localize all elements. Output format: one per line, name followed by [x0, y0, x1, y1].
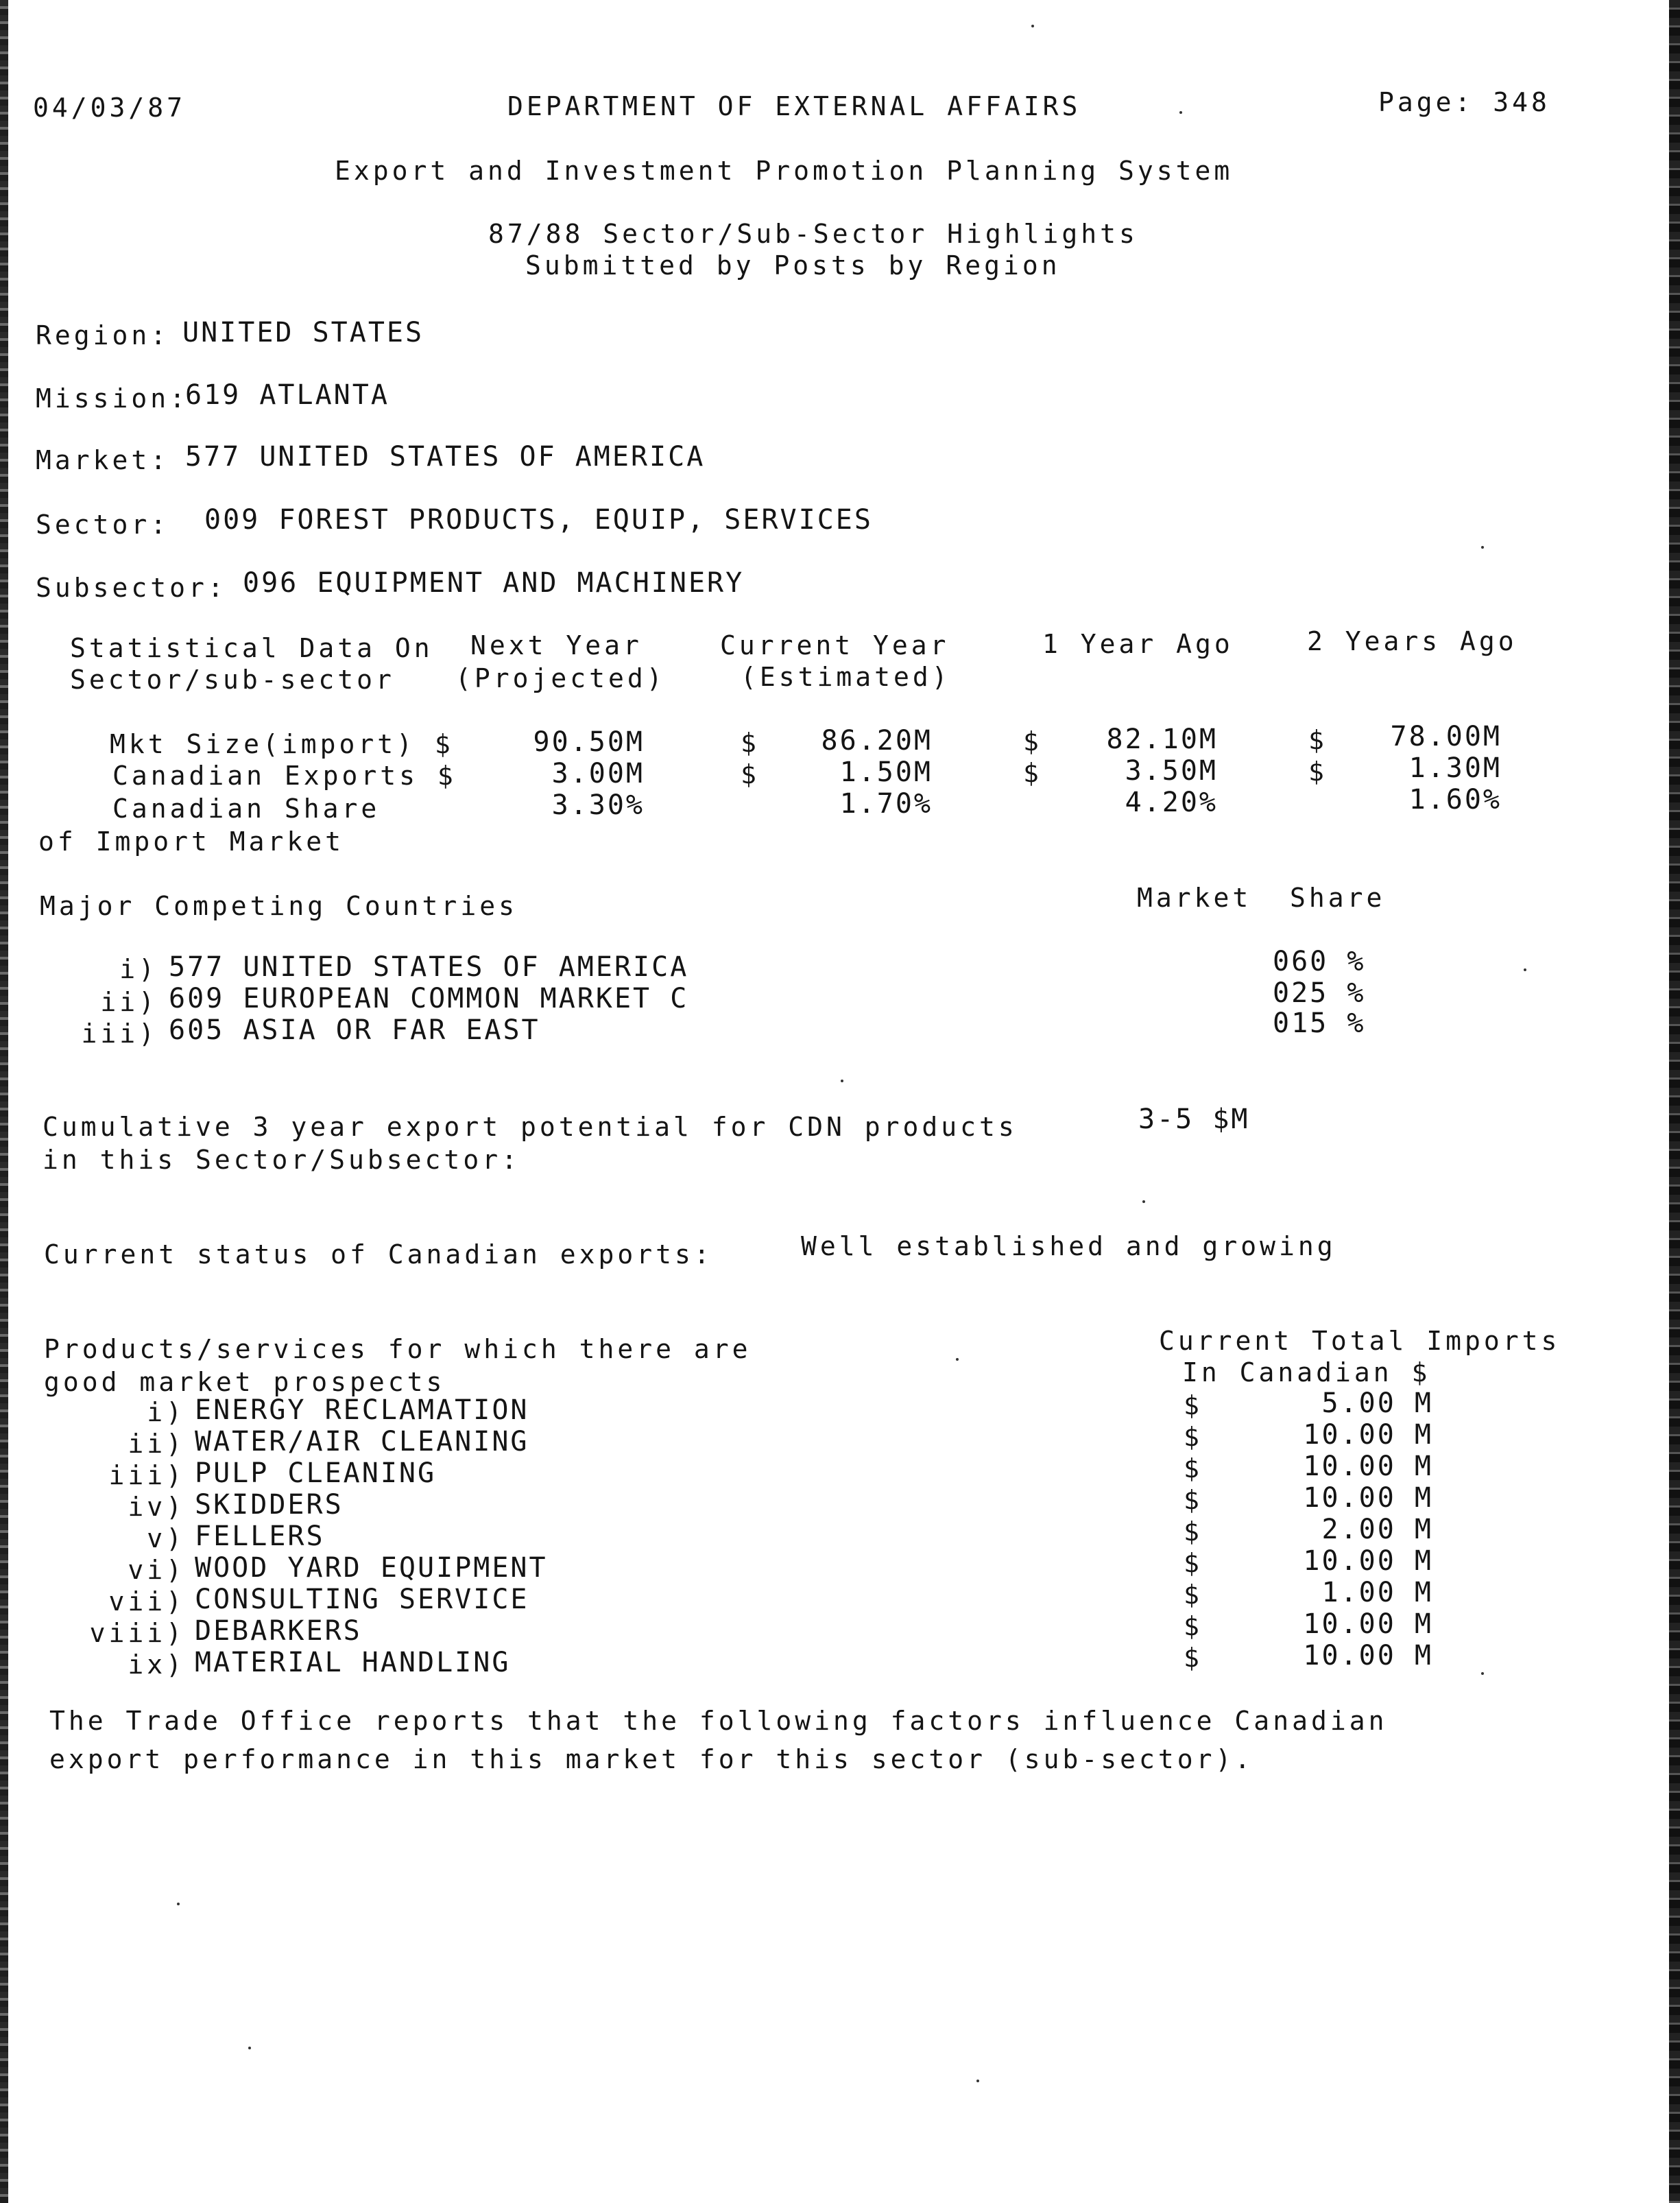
imports-header: Current Total Imports: [1159, 1326, 1561, 1356]
product-number: v): [147, 1523, 185, 1553]
stats-currency: $: [1023, 726, 1042, 757]
product-currency: $: [1184, 1485, 1203, 1515]
product-amount: 10.00 M: [1303, 1545, 1433, 1577]
stats-currency: $: [1308, 757, 1328, 787]
report-title: 87/88 Sector/Sub-Sector Highlights: [488, 219, 1138, 249]
competitor-name: 605 ASIA OR FAR EAST: [169, 1014, 540, 1046]
stats-header-1-year-ago: 1 Year Ago: [1042, 629, 1234, 659]
status-value: Well established and growing: [801, 1231, 1336, 1261]
product-name: PULP CLEANING: [195, 1457, 437, 1489]
product-currency: $: [1184, 1643, 1203, 1673]
product-currency: $: [1184, 1548, 1203, 1578]
products-title: Products/services for which there are: [44, 1334, 752, 1364]
scan-speck: [976, 2080, 979, 2082]
product-currency: $: [1184, 1580, 1203, 1610]
page-number: Page: 348: [1378, 87, 1550, 117]
region-label: Region:: [36, 320, 170, 350]
stats-value: 1.60%: [1408, 784, 1502, 815]
stats-value: 1.50M: [839, 757, 933, 788]
stats-row-label: Mkt Size(import) $: [110, 729, 454, 759]
subsector-value: 096 EQUIPMENT AND MACHINERY: [243, 567, 745, 599]
sector-label: Sector:: [36, 510, 170, 540]
product-currency: $: [1184, 1422, 1203, 1452]
stats-header-label: Statistical Data On: [70, 633, 433, 663]
report-subtitle: Submitted by Posts by Region: [525, 250, 1061, 281]
stats-value: 3.50M: [1125, 755, 1218, 787]
product-currency: $: [1184, 1611, 1203, 1641]
product-amount: 10.00 M: [1303, 1419, 1433, 1451]
department-title: DEPARTMENT OF EXTERNAL AFFAIRS: [507, 91, 1081, 121]
product-amount: 10.00 M: [1303, 1451, 1433, 1482]
scan-speck: [956, 1358, 959, 1361]
product-name: ENERGY RECLAMATION: [195, 1394, 529, 1426]
subsector-label: Subsector:: [36, 573, 227, 603]
product-name: FELLERS: [195, 1521, 325, 1552]
stats-currency: $: [1308, 725, 1328, 755]
potential-label-2: in this Sector/Subsector:: [43, 1145, 520, 1175]
stats-value: 3.00M: [551, 758, 645, 789]
stats-value: 4.20%: [1125, 787, 1218, 818]
mission-value: 619 ATLANTA: [185, 379, 389, 411]
scan-speck: [1481, 1672, 1484, 1675]
stats-value: 78.00M: [1390, 721, 1502, 752]
scan-left-edge: [0, 0, 8, 2203]
product-currency: $: [1184, 1516, 1203, 1547]
stats-value: 86.20M: [821, 725, 933, 757]
competitor-share: 025 %: [1273, 977, 1366, 1009]
status-label: Current status of Canadian exports:: [44, 1239, 713, 1270]
product-amount: 10.00 M: [1303, 1608, 1433, 1640]
product-name: MATERIAL HANDLING: [195, 1647, 511, 1678]
stats-header-2-years-ago: 2 Years Ago: [1307, 626, 1517, 656]
stats-header-current-year: Current Year: [720, 630, 950, 660]
product-number: iii): [108, 1460, 185, 1490]
stats-value: 3.30%: [551, 789, 645, 821]
stats-header-next-year: Next Year: [470, 630, 643, 660]
product-number: viii): [89, 1618, 185, 1648]
product-amount: 2.00 M: [1321, 1514, 1433, 1545]
product-currency: $: [1184, 1453, 1203, 1484]
stats-currency: $: [1023, 758, 1042, 788]
product-name: WATER/AIR CLEANING: [195, 1426, 529, 1457]
products-title-2: good market prospects: [44, 1367, 446, 1397]
competitor-number: ii): [100, 987, 158, 1017]
scan-speck: [841, 1080, 843, 1082]
market-label: Market:: [36, 445, 170, 475]
scan-speck: [1142, 1200, 1145, 1203]
competitor-name: 577 UNITED STATES OF AMERICA: [169, 951, 689, 983]
potential-value: 3-5 $M: [1138, 1104, 1250, 1135]
system-title: Export and Investment Promotion Planning System: [335, 156, 1234, 186]
imports-header-2: In Canadian $: [1182, 1357, 1431, 1388]
stats-value: 82.10M: [1106, 724, 1218, 755]
stats-value: 1.30M: [1408, 752, 1502, 784]
stats-value: 1.70%: [839, 788, 933, 820]
competitor-share: 015 %: [1273, 1008, 1366, 1039]
potential-label: Cumulative 3 year export potential for CDN products: [43, 1112, 1018, 1142]
product-amount: 1.00 M: [1321, 1577, 1433, 1608]
product-amount: 10.00 M: [1303, 1640, 1433, 1671]
stats-header-estimated: (Estimated): [741, 662, 951, 692]
report-date: 04/03/87: [33, 93, 187, 123]
scan-right-edge: [1669, 0, 1680, 2203]
stats-currency: $: [741, 728, 760, 758]
scan-speck: [1524, 968, 1526, 971]
stats-share-continuation: of Import Market: [38, 826, 345, 857]
stats-header-label-2: Sector/sub-sector: [70, 665, 395, 695]
product-number: ix): [128, 1650, 185, 1680]
footer-text: The Trade Office reports that the following factors influence Canadian: [49, 1706, 1388, 1736]
product-number: i): [147, 1397, 185, 1427]
product-name: WOOD YARD EQUIPMENT: [195, 1552, 548, 1584]
scan-speck: [1481, 546, 1484, 549]
scan-speck: [248, 2047, 251, 2049]
footer-text-2: export performance in this market for this sector (sub-sector).: [49, 1744, 1254, 1774]
product-name: DEBARKERS: [195, 1615, 362, 1647]
product-name: SKIDDERS: [195, 1489, 344, 1521]
region-value: UNITED STATES: [182, 317, 424, 348]
product-number: vi): [128, 1555, 185, 1585]
product-amount: 10.00 M: [1303, 1482, 1433, 1514]
product-number: vii): [108, 1586, 185, 1617]
product-number: iv): [128, 1492, 185, 1522]
scan-speck: [177, 1903, 180, 1905]
scan-speck: [1179, 111, 1182, 114]
competitor-number: i): [119, 954, 158, 984]
competitor-name: 609 EUROPEAN COMMON MARKET C: [169, 983, 689, 1014]
competitors-title: Major Competing Countries: [40, 891, 518, 921]
stats-currency: $: [741, 759, 760, 789]
sector-value: 009 FOREST PRODUCTS, EQUIP, SERVICES: [204, 504, 873, 536]
competitor-number: iii): [81, 1019, 158, 1049]
product-currency: $: [1184, 1390, 1203, 1420]
product-name: CONSULTING SERVICE: [195, 1584, 529, 1615]
mission-label: Mission:: [36, 383, 189, 414]
product-number: ii): [128, 1429, 185, 1459]
product-amount: 5.00 M: [1321, 1388, 1433, 1419]
stats-header-projected: (Projected): [455, 663, 666, 693]
stats-value: 90.50M: [533, 726, 645, 758]
market-value: 577 UNITED STATES OF AMERICA: [185, 441, 706, 473]
stats-row-label: Canadian Share: [112, 794, 381, 824]
scan-speck: [1031, 25, 1034, 27]
market-share-header: Market Share: [1137, 883, 1386, 913]
competitor-share: 060 %: [1273, 946, 1366, 977]
stats-row-label: Canadian Exports $: [112, 761, 457, 791]
